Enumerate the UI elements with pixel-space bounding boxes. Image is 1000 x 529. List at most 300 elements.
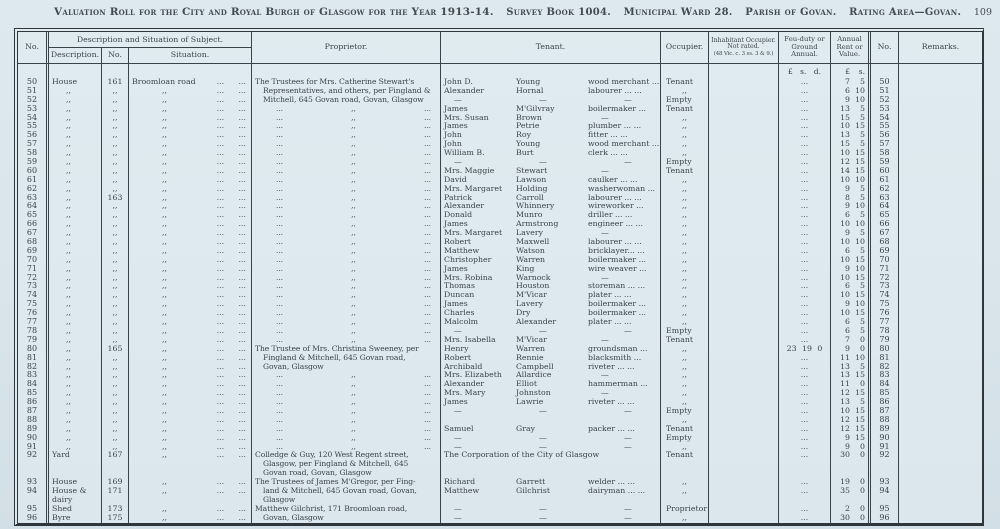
dotted-leader: ... ... (216, 122, 246, 131)
cell-situation (129, 300, 252, 309)
cell-street-no: 175 (102, 514, 129, 523)
rent-pounds: 9 (845, 184, 850, 193)
tenant-forename: William B. (444, 149, 485, 158)
ditto-mark: ... (424, 335, 431, 344)
tenant-surname: Warnock (516, 273, 551, 282)
cell-annual-rent (831, 265, 871, 274)
ditto-mark: ,, (351, 149, 356, 158)
situation-text: ,, (162, 486, 167, 495)
tenant-surname: Rennie (516, 353, 544, 362)
tenant-forename: Richard (444, 478, 476, 487)
cell-proprietor (252, 300, 441, 309)
cell-entry-no-right: 51 (871, 87, 899, 96)
ditto-mark: ... (276, 442, 283, 451)
tenant-forename: James (444, 122, 468, 131)
cell-occupier: ,, (661, 131, 709, 140)
rent-pounds: 14 (840, 166, 850, 175)
dotted-leader: ... ... (216, 78, 246, 86)
cell-entry-no-right: 79 (871, 336, 899, 345)
table-row (18, 380, 982, 389)
cell-description: ,, (49, 425, 102, 434)
rent-pounds: 13 (840, 371, 850, 380)
cell-tenant (441, 282, 661, 291)
tenant-occupation: — (624, 158, 632, 167)
cell-proprietor (252, 96, 441, 105)
ditto-mark: ... (424, 193, 431, 202)
cell-annual-rent (831, 105, 871, 114)
rent-shillings: 10 (855, 86, 865, 95)
cell-street-no: ,, (102, 380, 129, 389)
cell-description: ,, (49, 185, 102, 194)
tenant-forename: Alexander (444, 202, 485, 211)
cell-description: ,, (49, 176, 102, 185)
cell-entry-no-right: 82 (871, 363, 899, 372)
table-row (18, 371, 982, 380)
table-row (18, 354, 982, 363)
ditto-mark: ,, (351, 300, 356, 309)
tenant-occupation: packer ... ... (588, 424, 635, 433)
tenant-surname: Holding (516, 184, 548, 193)
tenant-occupation: plater ... ... (588, 291, 632, 300)
ditto-mark: ,, (351, 122, 356, 131)
ditto-mark: ... (276, 380, 283, 389)
cell-remarks (899, 300, 982, 309)
cell-entry-no: 67 (18, 229, 49, 238)
cell-tenant (441, 202, 661, 211)
table-row (18, 140, 982, 149)
cell-inhabitant-occupier (709, 291, 779, 300)
ditto-mark: ... (424, 131, 431, 140)
cell-tenant (441, 478, 661, 487)
cell-annual-rent (831, 282, 871, 291)
cell-feu-duty: ... (779, 327, 831, 336)
cell-feu-duty: ... (779, 487, 831, 505)
page-title: Valuation Roll for the City and Royal Burgh of Glasgow for the Year 1913-14. (54, 6, 494, 18)
tenant-forename: Malcolm (444, 318, 479, 327)
cell-feu-duty: ... (779, 300, 831, 309)
table-row (18, 318, 982, 327)
cell-feu-duty: ... (779, 389, 831, 398)
feu-units-label: £ s. d. (779, 64, 831, 78)
cell-entry-no-right: 71 (871, 265, 899, 274)
cell-street-no: ,, (102, 274, 129, 283)
table-row (18, 105, 982, 114)
rent-shillings: 15 (855, 255, 865, 264)
tenant-occupation: labourer ... ... (588, 193, 642, 202)
ditto-mark: ... (424, 220, 431, 229)
ditto-mark: ... (424, 309, 431, 318)
ditto-mark: ... (424, 229, 431, 238)
tenant-occupation: blacksmith ... (588, 353, 642, 362)
situation-text: ,, (162, 291, 167, 300)
tenant-surname: Munro (516, 211, 543, 220)
tenant-surname: Lawrie (516, 398, 544, 407)
table-row (18, 291, 982, 300)
rent-pounds: 12 (840, 424, 850, 433)
cell-entry-no-right: 54 (871, 114, 899, 123)
cell-situation (129, 265, 252, 274)
cell-entry-no-right: 85 (871, 389, 899, 398)
tenant-surname: Gilchrist (516, 486, 550, 495)
rent-shillings: 5 (860, 362, 865, 371)
rent-shillings: 10 (855, 202, 865, 211)
tenant-forename: Matthew (444, 486, 480, 495)
cell-proprietor (252, 443, 441, 452)
cell-remarks (899, 220, 982, 229)
cell-occupier: ,, (661, 238, 709, 247)
page-number: 109 (973, 7, 992, 18)
cell-occupier: ,, (661, 363, 709, 372)
ditto-mark: ,, (351, 406, 356, 415)
cell-entry-no: 60 (18, 167, 49, 176)
situation-text: ,, (162, 335, 167, 344)
cell-remarks (899, 87, 982, 96)
tenant-occupation: wireworker ... (588, 202, 644, 211)
cell-situation (129, 220, 252, 229)
ditto-mark: ... (424, 255, 431, 264)
cell-annual-rent (831, 229, 871, 238)
rent-shillings: 15 (855, 433, 865, 442)
cell-proprietor (252, 87, 441, 96)
cell-remarks (899, 131, 982, 140)
cell-street-no: ,, (102, 158, 129, 167)
tenant-surname: Gray (516, 424, 536, 433)
situation-text: ,, (162, 371, 167, 380)
situation-text: ,, (162, 211, 167, 220)
cell-entry-no-right: 75 (871, 300, 899, 309)
rent-shillings: 5 (860, 104, 865, 113)
table-row (18, 149, 982, 158)
cell-situation (129, 229, 252, 238)
cell-description: ,, (49, 229, 102, 238)
cell-street-no: ,, (102, 336, 129, 345)
cell-situation (129, 318, 252, 327)
ditto-mark: ... (424, 175, 431, 184)
rent-shillings: 10 (855, 95, 865, 104)
cell-situation (129, 247, 252, 256)
cell-proprietor (252, 425, 441, 434)
cell-remarks (899, 149, 982, 158)
cell-occupier: ,, (661, 211, 709, 220)
rent-shillings: 15 (855, 158, 865, 167)
dotted-leader: ... ... (216, 193, 246, 202)
ditto-mark: ... (276, 273, 283, 282)
cell-feu-duty: ... (779, 318, 831, 327)
cell-tenant (441, 229, 661, 238)
cell-tenant (441, 256, 661, 265)
tenant-occupation: — (624, 513, 632, 522)
rent-shillings: 5 (860, 140, 865, 149)
ditto-mark: ... (424, 389, 431, 398)
cell-feu-duty: ... (779, 167, 831, 176)
ditto-mark: ... (276, 371, 283, 380)
tenant-surname: M'Vicar (516, 291, 547, 300)
dotted-leader: ... ... (216, 184, 246, 193)
cell-occupier: ,, (661, 443, 709, 452)
cell-proprietor (252, 105, 441, 114)
tenant-occupation: — (601, 113, 609, 122)
situation-text: ,, (162, 273, 167, 282)
tenant-occupation: — (601, 389, 609, 398)
cell-entry-no: 96 (18, 514, 49, 523)
dotted-leader: ... ... (216, 131, 246, 140)
tenant-occupation: hammerman ... (588, 380, 648, 389)
ditto-mark: ... (424, 273, 431, 282)
tenant-forename: Mrs. Margaret (444, 184, 503, 193)
dotted-leader: ... ... (216, 380, 246, 389)
tenant-forename: — (454, 442, 462, 451)
cell-tenant (441, 514, 661, 523)
cell-entry-no: 61 (18, 176, 49, 185)
ditto-mark: ... (276, 398, 283, 407)
ditto-mark: ... (276, 104, 283, 113)
cell-tenant (441, 443, 661, 452)
cell-inhabitant-occupier (709, 256, 779, 265)
situation-text: ,, (162, 318, 167, 327)
cell-occupier: ,, (661, 318, 709, 327)
cell-description: ,, (49, 416, 102, 425)
cell-proprietor (252, 407, 441, 416)
header-inhabitant-line1: Inhabitant Occupier. (711, 36, 776, 44)
situation-text: ,, (162, 300, 167, 309)
cell-street-no: 173 (102, 505, 129, 514)
table-row (18, 202, 982, 211)
ditto-mark: ,, (351, 238, 356, 247)
cell-feu-duty: ... (779, 238, 831, 247)
cell-street-no: ,, (102, 265, 129, 274)
tenant-surname: — (539, 504, 547, 513)
tenant-forename (441, 416, 516, 425)
cell-remarks (899, 434, 982, 443)
tenant-surname: Young (516, 140, 541, 149)
header-group-title: Description and Situation of Subject. (49, 32, 251, 48)
cell-description: Shed (49, 505, 102, 514)
table-row (18, 158, 982, 167)
rent-shillings: 0 (860, 451, 865, 460)
ditto-mark: ... (276, 122, 283, 131)
tenant-occupation: boilermaker ... (588, 255, 647, 264)
cell-street-no: ,, (102, 327, 129, 336)
cell-proprietor (252, 327, 441, 336)
table-row (18, 336, 982, 345)
ditto-mark: ... (276, 166, 283, 175)
situation-text: ,, (162, 442, 167, 451)
cell-tenant (441, 407, 661, 416)
cell-inhabitant-occupier (709, 407, 779, 416)
cell-entry-no-right: 62 (871, 185, 899, 194)
ditto-mark: ... (276, 175, 283, 184)
rent-shillings: 15 (855, 273, 865, 282)
table-header-row (18, 32, 982, 64)
cell-proprietor (252, 380, 441, 389)
cell-occupier: ,, (661, 202, 709, 211)
cell-feu-duty: ... (779, 434, 831, 443)
tenant-forename: Mrs. Maggie (444, 166, 495, 175)
dotted-leader: ... ... (216, 344, 246, 353)
proprietor-line: The Trustees of James M'Gregor, per Fing- (255, 478, 416, 487)
rent-pounds: 35 (840, 486, 850, 495)
tenant-forename: Mrs. Robina (444, 273, 493, 282)
ditto-mark: ... (424, 211, 431, 220)
rent-shillings: 5 (860, 246, 865, 255)
rent-pounds: 6 (845, 86, 850, 95)
cell-description: ,, (49, 336, 102, 345)
ditto-mark: ... (424, 238, 431, 247)
cell-inhabitant-occupier (709, 220, 779, 229)
cell-remarks (899, 211, 982, 220)
cell-entry-no: 86 (18, 398, 49, 407)
cell-entry-no-right: 81 (871, 354, 899, 363)
cell-feu-duty: ... (779, 425, 831, 434)
ditto-mark: ... (276, 246, 283, 255)
cell-street-no: ,, (102, 309, 129, 318)
situation-text: ,, (162, 149, 167, 158)
cell-feu-duty: ... (779, 451, 831, 478)
cell-remarks (899, 282, 982, 291)
valuation-roll-table (14, 28, 984, 526)
ditto-mark: ,, (351, 371, 356, 380)
situation-text: ,, (162, 104, 167, 113)
tenant-occupation: plumber ... ... (588, 122, 642, 131)
cell-remarks (899, 345, 982, 354)
cell-entry-no-right: 65 (871, 211, 899, 220)
cell-feu-duty: ... (779, 131, 831, 140)
ditto-mark: ,, (351, 113, 356, 122)
cell-description: ,, (49, 149, 102, 158)
rent-shillings: 10 (855, 264, 865, 273)
cell-entry-no: 54 (18, 114, 49, 123)
situation-text: ,, (162, 122, 167, 131)
cell-description: ,, (49, 247, 102, 256)
cell-entry-no-right: 78 (871, 327, 899, 336)
cell-occupier: ,, (661, 247, 709, 256)
tenant-occupation: dairyman ... ... (588, 486, 646, 495)
tenant-surname: Armstrong (516, 220, 559, 229)
cell-street-no: 163 (102, 194, 129, 203)
cell-inhabitant-occupier (709, 176, 779, 185)
situation-text: ,, (162, 95, 167, 104)
cell-tenant (441, 140, 661, 149)
cell-annual-rent (831, 363, 871, 372)
table-row (18, 327, 982, 336)
cell-remarks (899, 505, 982, 514)
tenant-forename: Mrs. Margaret (444, 229, 503, 238)
cell-situation (129, 505, 252, 514)
cell-entry-no-right: 60 (871, 167, 899, 176)
tenant-occupation: — (624, 406, 632, 415)
cell-entry-no: 75 (18, 300, 49, 309)
cell-proprietor (252, 158, 441, 167)
cell-description: ,, (49, 256, 102, 265)
cell-proprietor (252, 247, 441, 256)
tenant-occupation: engineer ... ... (588, 220, 643, 229)
cell-tenant (441, 398, 661, 407)
cell-feu-duty: ... (779, 514, 831, 523)
cell-entry-no-right: 80 (871, 345, 899, 354)
rent-shillings: 0 (860, 380, 865, 389)
cell-entry-no: 81 (18, 354, 49, 363)
situation-text: ,, (162, 113, 167, 122)
rent-shillings: 15 (855, 291, 865, 300)
dotted-leader: ... ... (216, 282, 246, 291)
cell-occupier: ,, (661, 309, 709, 318)
cell-feu-duty: ... (779, 505, 831, 514)
header-inhabitant-line3: (48 Vic. c. 3 ss. 3 & 9.) (713, 51, 774, 58)
tenant-forename: Archibald (444, 362, 483, 371)
cell-feu-duty: ... (779, 380, 831, 389)
cell-tenant (441, 300, 661, 309)
cell-remarks (899, 274, 982, 283)
cell-description: ,, (49, 140, 102, 149)
rent-shillings: 5 (860, 398, 865, 407)
cell-description: ,, (49, 167, 102, 176)
tenant-occupation: clerk ... ... (588, 149, 628, 158)
cell-street-no: ,, (102, 300, 129, 309)
rent-shillings-unit: s. (858, 66, 865, 76)
rent-pounds: 10 (840, 149, 850, 158)
tenant-surname: — (539, 442, 547, 451)
header-entry-no: No. (18, 32, 49, 63)
page-header (54, 6, 992, 24)
cell-occupier: ,, (661, 398, 709, 407)
dotted-leader: ... ... (216, 300, 246, 309)
cell-feu-duty: ... (779, 291, 831, 300)
ditto-mark: ,, (351, 318, 356, 327)
cell-occupier: ,, (661, 371, 709, 380)
table-row (18, 87, 982, 96)
cell-tenant (441, 194, 661, 203)
cell-tenant (441, 158, 661, 167)
table-row (18, 478, 982, 487)
cell-tenant (441, 105, 661, 114)
cell-street-no: ,, (102, 87, 129, 96)
cell-proprietor (252, 282, 441, 291)
cell-remarks (899, 105, 982, 114)
tenant-forename: John D. (444, 78, 473, 86)
cell-description: ,, (49, 398, 102, 407)
municipal-ward-label: Municipal Ward 28. (623, 7, 733, 18)
cell-street-no: ,, (102, 229, 129, 238)
cell-inhabitant-occupier (709, 371, 779, 380)
cell-annual-rent (831, 336, 871, 345)
cell-inhabitant-occupier (709, 300, 779, 309)
cell-description: ,, (49, 291, 102, 300)
cell-entry-no-right: 90 (871, 434, 899, 443)
cell-feu-duty: ... (779, 87, 831, 96)
ditto-mark: ... (424, 246, 431, 255)
cell-tenant (441, 416, 661, 425)
cell-inhabitant-occupier (709, 398, 779, 407)
cell-annual-rent (831, 122, 871, 131)
cell-occupier: ,, (661, 122, 709, 131)
money-units-row (18, 64, 982, 78)
cell-annual-rent (831, 114, 871, 123)
dotted-leader: ... ... (216, 486, 246, 495)
tenant-occupation: welder ... ... (588, 478, 635, 487)
cell-entry-no: 72 (18, 274, 49, 283)
cell-situation (129, 425, 252, 434)
tenant-surname: — (539, 513, 547, 522)
cell-feu-duty: ... (779, 105, 831, 114)
cell-tenant (441, 211, 661, 220)
cell-remarks (899, 380, 982, 389)
rent-pounds: 10 (840, 175, 850, 184)
rent-shillings: 5 (860, 211, 865, 220)
header-remarks: Remarks. (921, 42, 960, 52)
ditto-mark: ... (424, 291, 431, 300)
ditto-mark: ... (276, 300, 283, 309)
cell-feu-duty: ... (779, 265, 831, 274)
